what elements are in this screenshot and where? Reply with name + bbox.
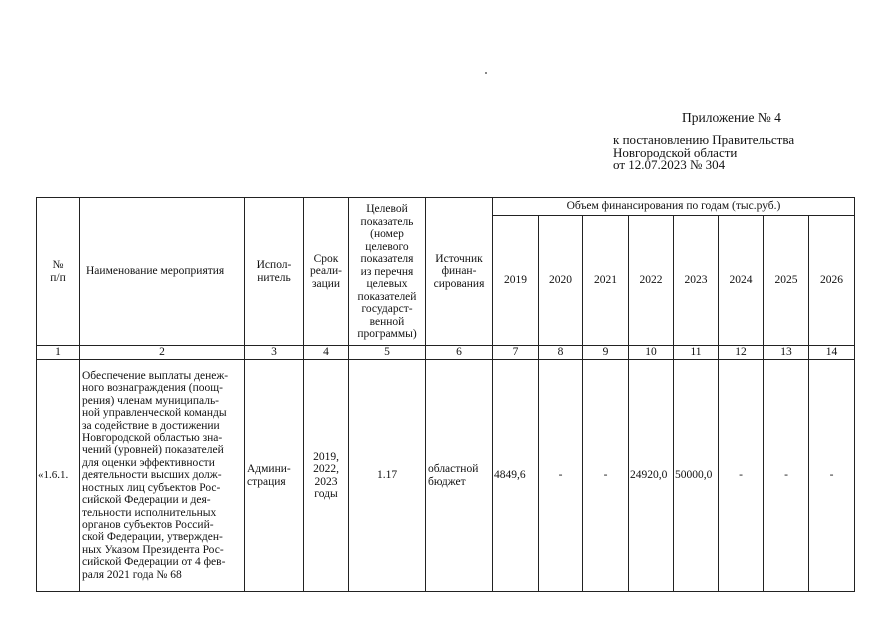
header-year: 2025 [764,216,809,346]
column-number: 7 [493,346,539,360]
approval-reference [613,134,794,172]
approval-line: Новгородской области [613,144,738,160]
header-row-top [37,198,855,216]
column-number: 6 [426,346,493,360]
row-value: - [539,360,583,592]
column-number: 13 [764,346,809,360]
column-number: 9 [583,346,629,360]
column-number: 12 [719,346,764,360]
header-year: 2026 [809,216,855,346]
row-value: - [719,360,764,592]
header-term: Срок реали- зации [304,198,349,346]
header-year: 2024 [719,216,764,346]
row-value: - [809,360,855,592]
column-number: 1 [37,346,80,360]
row-name: Обеспечение выплаты денеж- ного вознаграждения (поощ- рения) членам муниципаль- ной управленческой команды за содействие в достижении Новгородской областью зна- чений (уровней) показателей для оценки эффективности деятельности высших долж- ностных лиц субъектов Рос- сийской Федерации и дея- тельности исполнительных органов субъектов Россий- ской Федерации, утвержден- ных Указом Президента Рос- сийской Федерации от 4 фев- раля 2021 года № 68 [80,360,245,592]
column-number: 8 [539,346,583,360]
column-number: 14 [809,346,855,360]
header-year: 2020 [539,216,583,346]
header-year: 2022 [629,216,674,346]
row-value: 24920,0 [629,360,674,592]
header-source: Источник финан- сирования [426,198,493,346]
row-value: 4849,6 [493,360,539,592]
funding-table [36,197,855,592]
column-number: 4 [304,346,349,360]
row-value: - [583,360,629,592]
row-term: 2019, 2022, 2023 годы [304,360,349,592]
header-year: 2019 [493,216,539,346]
column-number: 11 [674,346,719,360]
table-row [37,360,855,592]
header-num: № п/п [37,198,80,346]
column-number: 3 [245,346,304,360]
header-name: Наименование мероприятия [80,198,245,346]
column-number: 5 [349,346,426,360]
column-number-row [37,346,855,360]
approval-line: к постановлению Правительства [613,132,795,147]
approval-line: от 12.07.2023 № 304 [613,157,726,172]
header-funding-group: Объем финансирования по годам (тыс.руб.) [493,198,855,216]
appendix-title: Приложение № 4 [682,110,781,125]
header-target: Целевой показатель (номер целевого показателя из перечня целевых показателей государст- венной программы) [349,198,426,346]
header-year: 2021 [583,216,629,346]
column-number: 10 [629,346,674,360]
column-number: 2 [80,346,245,360]
row-value: - [764,360,809,592]
row-num: «1.6.1. [37,360,80,592]
row-value: 50000,0 [674,360,719,592]
row-target: 1.17 [349,360,426,592]
row-executor: Админи- страция [245,360,304,592]
row-source: областной бюджет [426,360,493,592]
header-year: 2023 [674,216,719,346]
header-executor: Испол- нитель [245,198,304,346]
scan-speck [485,72,487,74]
